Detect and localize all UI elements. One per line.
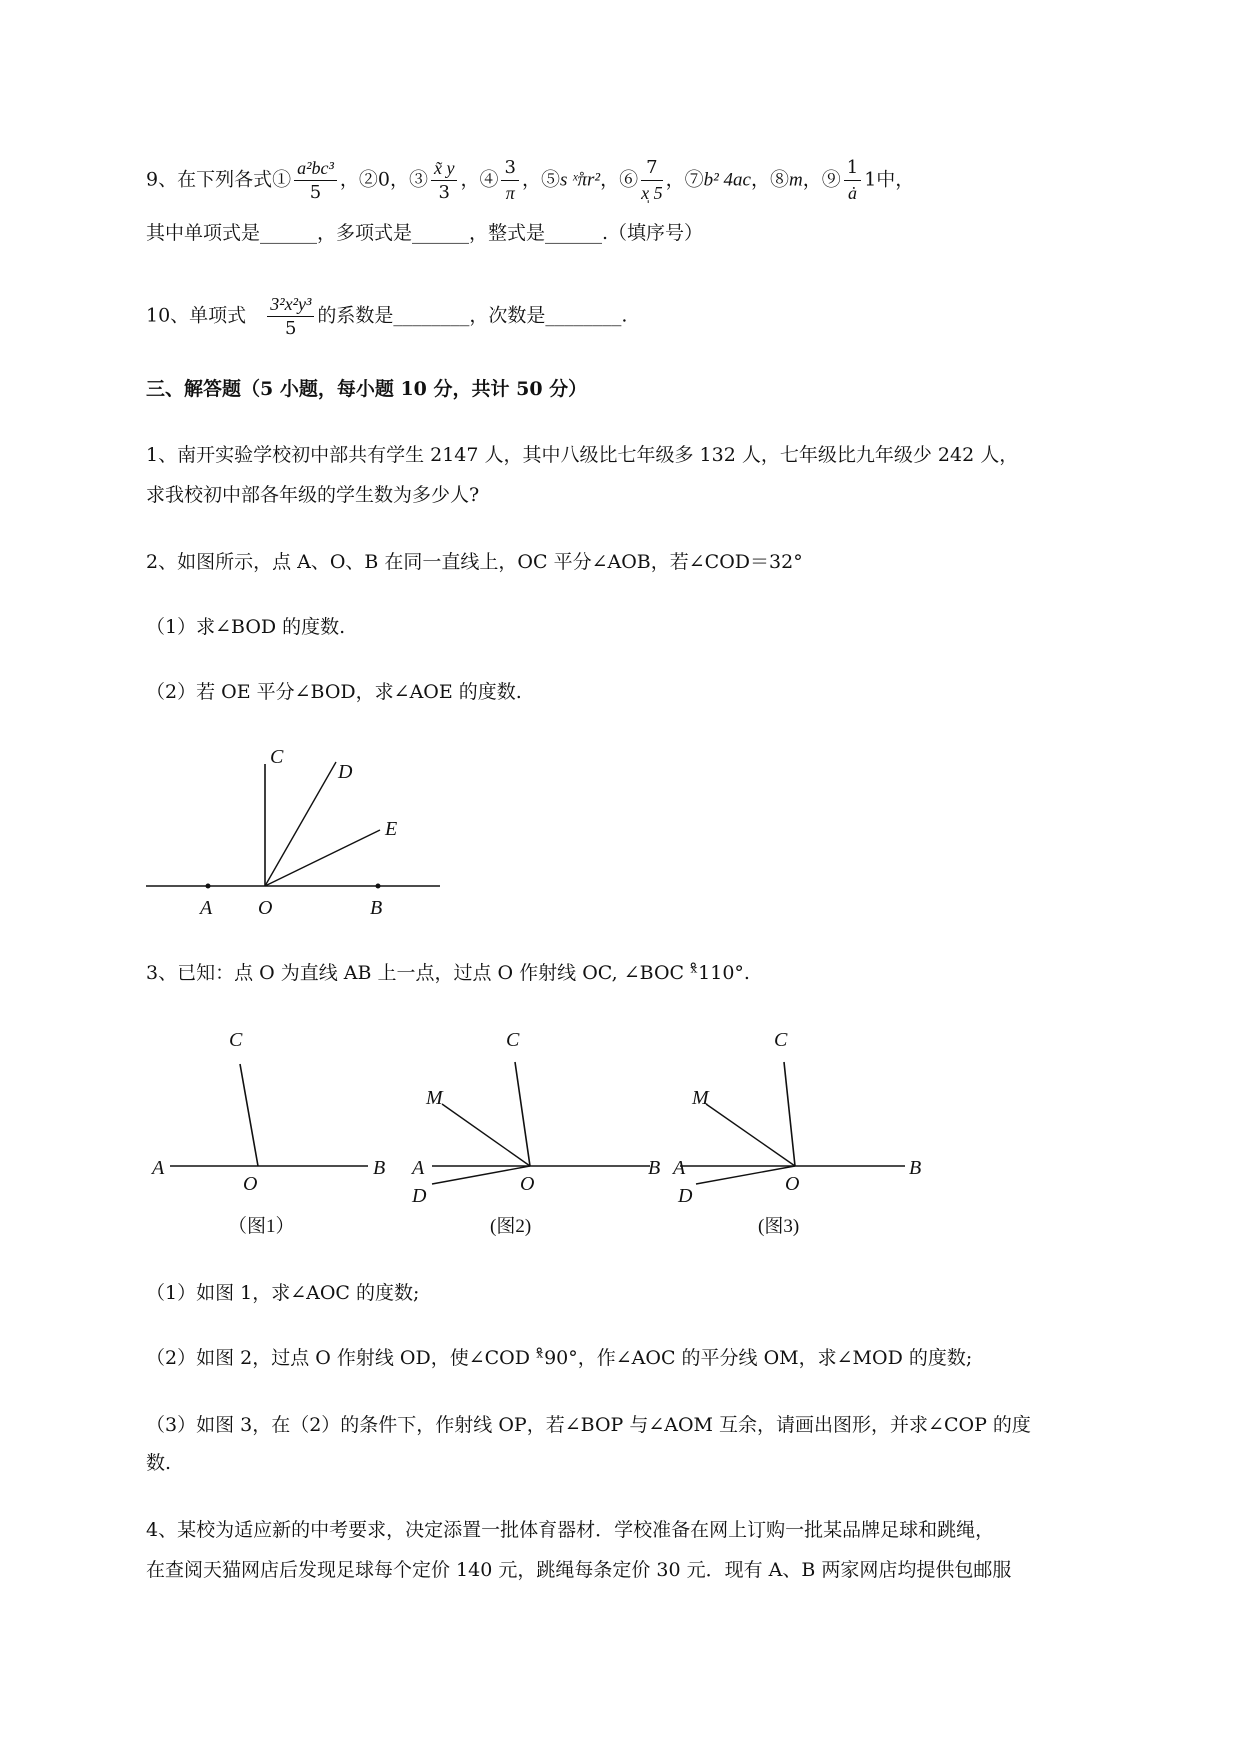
ray-od <box>265 762 336 886</box>
label-o: O <box>258 897 273 919</box>
q9-expr-7: b² 4ac <box>703 169 751 191</box>
q9-fraction-3: $\frac{x̃ y}{3}$ <box>431 156 457 205</box>
label-c: C <box>270 746 284 768</box>
p2-sub1: （1）求∠BOD 的度数. <box>146 616 346 638</box>
p3-sub1: （1）如图 1，求∠AOC 的度数; <box>146 1282 420 1304</box>
p2-line1: 2、如图所示，点 A、O、B 在同一直线上，OC 平分∠AOB，若∠COD＝32° <box>146 551 803 573</box>
fig3-label-d: D <box>678 1185 693 1207</box>
p2-sub2: （2）若 OE 平分∠BOD，求∠AOE 的度数. <box>146 681 522 703</box>
fig2-label-a: A <box>412 1157 425 1179</box>
fig2-label-b: B <box>648 1157 661 1179</box>
fig3-label-c: C <box>774 1029 788 1051</box>
q9-prefix: 9、在下列各式① <box>146 168 292 191</box>
q10-fraction: $\frac{\text{3²x²y³}}{5}$ <box>267 292 314 341</box>
q9-fraction-4: $\frac{3}{\pi}$ <box>501 156 518 205</box>
p3-sub3-line1: （3）如图 3，在（2）的条件下，作射线 OP，若∠BOP 与∠AOM 互余，请画出图形，并求∠COP 的度 <box>146 1414 1031 1436</box>
p3-sub2: （2）如图 2，过点 O 作射线 OD，使∠COD ˣ̊90°，作∠AOC 的平分线 OM，求∠MOD 的度数; <box>146 1347 973 1369</box>
fig2-label-d: D <box>412 1185 427 1207</box>
p4-line2: 在查阅天猫网店后发现足球每个定价 140 元，跳绳每条定价 30 元．现有 A、B 两家网店均提供包邮服 <box>146 1559 1012 1581</box>
q9-line2: 其中单项式是______，多项式是______，整式是______.（填序号） <box>146 222 704 244</box>
label-b: B <box>370 897 383 919</box>
fig3-caption: (图3) <box>758 1216 800 1237</box>
q9-line1: 9、在下列各式① $\frac{\text{a²bc³}}{5}$ ，②0，③ $\frac{x̃ y}{3}$ ，④ $\frac{3}{\pi}$ ，⑤s ˣ̊πr²，⑥ $\frac{7}{x̩ 5}$ ，⑦b² 4ac，⑧m，⑨ $\frac{1}{ȧ}$ 1中， <box>146 157 915 203</box>
p3-figures <box>140 1020 940 1260</box>
q9-expr-8: m <box>789 169 803 191</box>
point-b <box>376 884 381 889</box>
ray-oe <box>265 830 380 886</box>
fig1-label-o: O <box>243 1173 258 1195</box>
p3-fig3 <box>671 1029 921 1237</box>
p3-fig1 <box>150 1029 385 1237</box>
q10-line: 10、单项式 $\frac{\text{3²x²y³}}{5}$ 的系数是________，次数是________. <box>146 294 628 339</box>
q9-fraction-6: $\frac{7}{x̩ 5}$ <box>641 157 663 203</box>
fig2-caption: (图2) <box>490 1216 532 1237</box>
fig1-label-a: A <box>152 1157 165 1179</box>
fig2-label-o: O <box>520 1173 535 1195</box>
p4-line1: 4、某校为适应新的中考要求，决定添置一批体育器材．学校准备在网上订购一批某品牌足球和跳绳， <box>146 1519 995 1541</box>
p3-line1: 3、已知：点 O 为直线 AB 上一点，过点 O 作射线 OC, ∠BOC ˣ̊110°. <box>146 962 750 984</box>
p3-fig2 <box>410 1029 660 1237</box>
fig3-label-o: O <box>785 1173 800 1195</box>
p2-figure <box>140 740 450 930</box>
fig3-label-a: A <box>673 1157 686 1179</box>
fig2-label-c: C <box>506 1029 520 1051</box>
fig1-caption: （图1） <box>228 1216 295 1237</box>
q9-expr-5: s ˣ̊πr² <box>559 169 601 191</box>
section3-title: 三、解答题（5 小题，每小题 10 分，共计 50 分） <box>146 378 588 400</box>
p3-sub3-line2: 数. <box>146 1452 172 1474</box>
fig1-label-b: B <box>373 1157 386 1179</box>
fig1-label-c: C <box>229 1029 243 1051</box>
q9-fraction-9: $\frac{1}{ȧ}$ <box>844 156 861 205</box>
label-d: D <box>338 761 353 783</box>
fig2-label-m: M <box>426 1087 443 1109</box>
q9-fraction-1: $\frac{\text{a²bc³}}{5}$ <box>294 156 337 205</box>
p1-line1: 1、南开实验学校初中部共有学生 2147 人，其中八级比七年级多 132 人，七年级比九年级少 242 人， <box>146 444 1019 466</box>
p1-line2: 求我校初中部各年级的学生数为多少人? <box>146 484 480 506</box>
label-a: A <box>200 897 213 919</box>
point-a <box>206 884 211 889</box>
fig3-label-b: B <box>909 1157 922 1179</box>
label-e: E <box>385 818 398 840</box>
fig3-label-m: M <box>692 1087 709 1109</box>
